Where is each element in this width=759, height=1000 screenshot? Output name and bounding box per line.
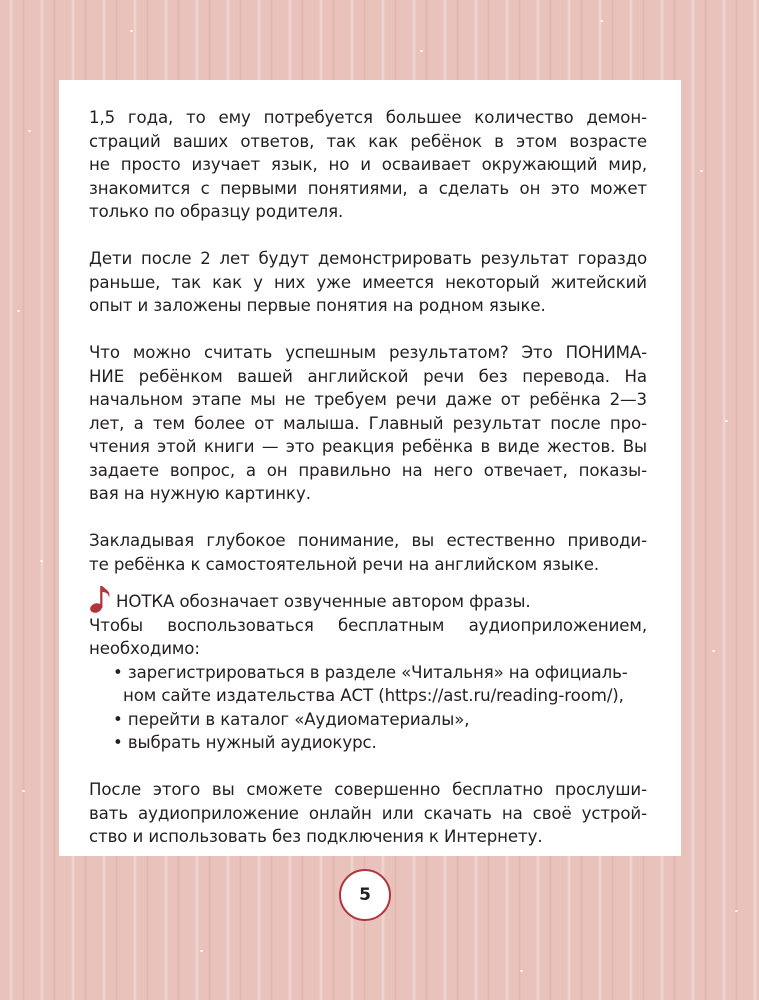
paragraph-3-line: НИЕ ребёнком вашей английской речи без перевода. На xyxy=(89,366,647,386)
paragraph-1-line: страций ваших ответов, так как ребёнок в этом возрасте xyxy=(89,131,647,151)
paragraph-2-line: раньше, так как у них уже имеется некоторый житейский xyxy=(89,272,647,292)
paragraph-3-line: вая на нужную картинку. xyxy=(89,484,311,503)
paragraph-2-line: Дети после 2 лет будут демонстрировать результат гораздо xyxy=(89,249,647,268)
note-intro-line: необходимо: xyxy=(89,639,200,658)
paragraph-1-line: знакомится с первыми понятиями, а сделать он это может xyxy=(89,178,647,198)
body-text xyxy=(89,106,647,849)
paragraph-3-line: задаете вопрос, а он правильно на него отвечает, показы- xyxy=(89,460,647,480)
bullet-item-continuation: ном сайте издательства АСТ (https://ast.ru/reading-room/), xyxy=(123,686,624,705)
paragraph-5-line: ство и использовать без подключения к Интернету. xyxy=(89,827,543,846)
note-line xyxy=(89,590,647,614)
paragraph-5-line: вать аудиоприложение онлайн или скачать на своё устрой- xyxy=(89,803,647,823)
bullet-item: • перейти в каталог «Аудиоматериалы», xyxy=(113,709,470,729)
paragraph-3-line: начальном этапе мы не требуем речи даже от ребёнка 2—3 xyxy=(89,390,647,409)
music-note-icon xyxy=(89,584,113,614)
note-text: НОТКА обозначает озвученные автором фразы. xyxy=(116,592,531,611)
paragraph-3-line: лет, а тем более от малыша. Главный результат после про- xyxy=(89,413,647,433)
paragraph-3-line: чтения этой книги — это реакция ребёнка в виде жестов. Вы xyxy=(89,437,647,456)
bullet-item: • зарегистрироваться в разделе «Читальня» на официаль- xyxy=(113,662,628,682)
paragraph-5-line: После этого вы сможете совершенно бесплатно прослуши- xyxy=(89,780,647,799)
paragraph-4-line: Закладывая глубокое понимание, вы естественно приводи- xyxy=(89,531,647,550)
page-number: 5 xyxy=(339,869,391,921)
paragraph-1-line: 1,5 года, то ему потребуется большее количество демон- xyxy=(89,108,647,127)
paragraph-3-line: Что можно считать успешным результатом? Это ПОНИМА- xyxy=(89,343,647,362)
bullet-item: • выбрать нужный аудиокурс. xyxy=(113,733,377,752)
paragraph-2-line: опыт и заложены первые понятия на родном языке. xyxy=(89,296,546,315)
paragraph-1-line: не просто изучает язык, но и осваивает окружающий мир, xyxy=(89,155,647,174)
paragraph-1-line: только по образцу родителя. xyxy=(89,202,344,221)
paragraph-4-line: те ребёнка к самостоятельной речи на английском языке. xyxy=(89,554,600,574)
text-page xyxy=(59,80,681,856)
note-intro-line: Чтобы воспользоваться бесплатным аудиоприложением, xyxy=(89,615,647,635)
